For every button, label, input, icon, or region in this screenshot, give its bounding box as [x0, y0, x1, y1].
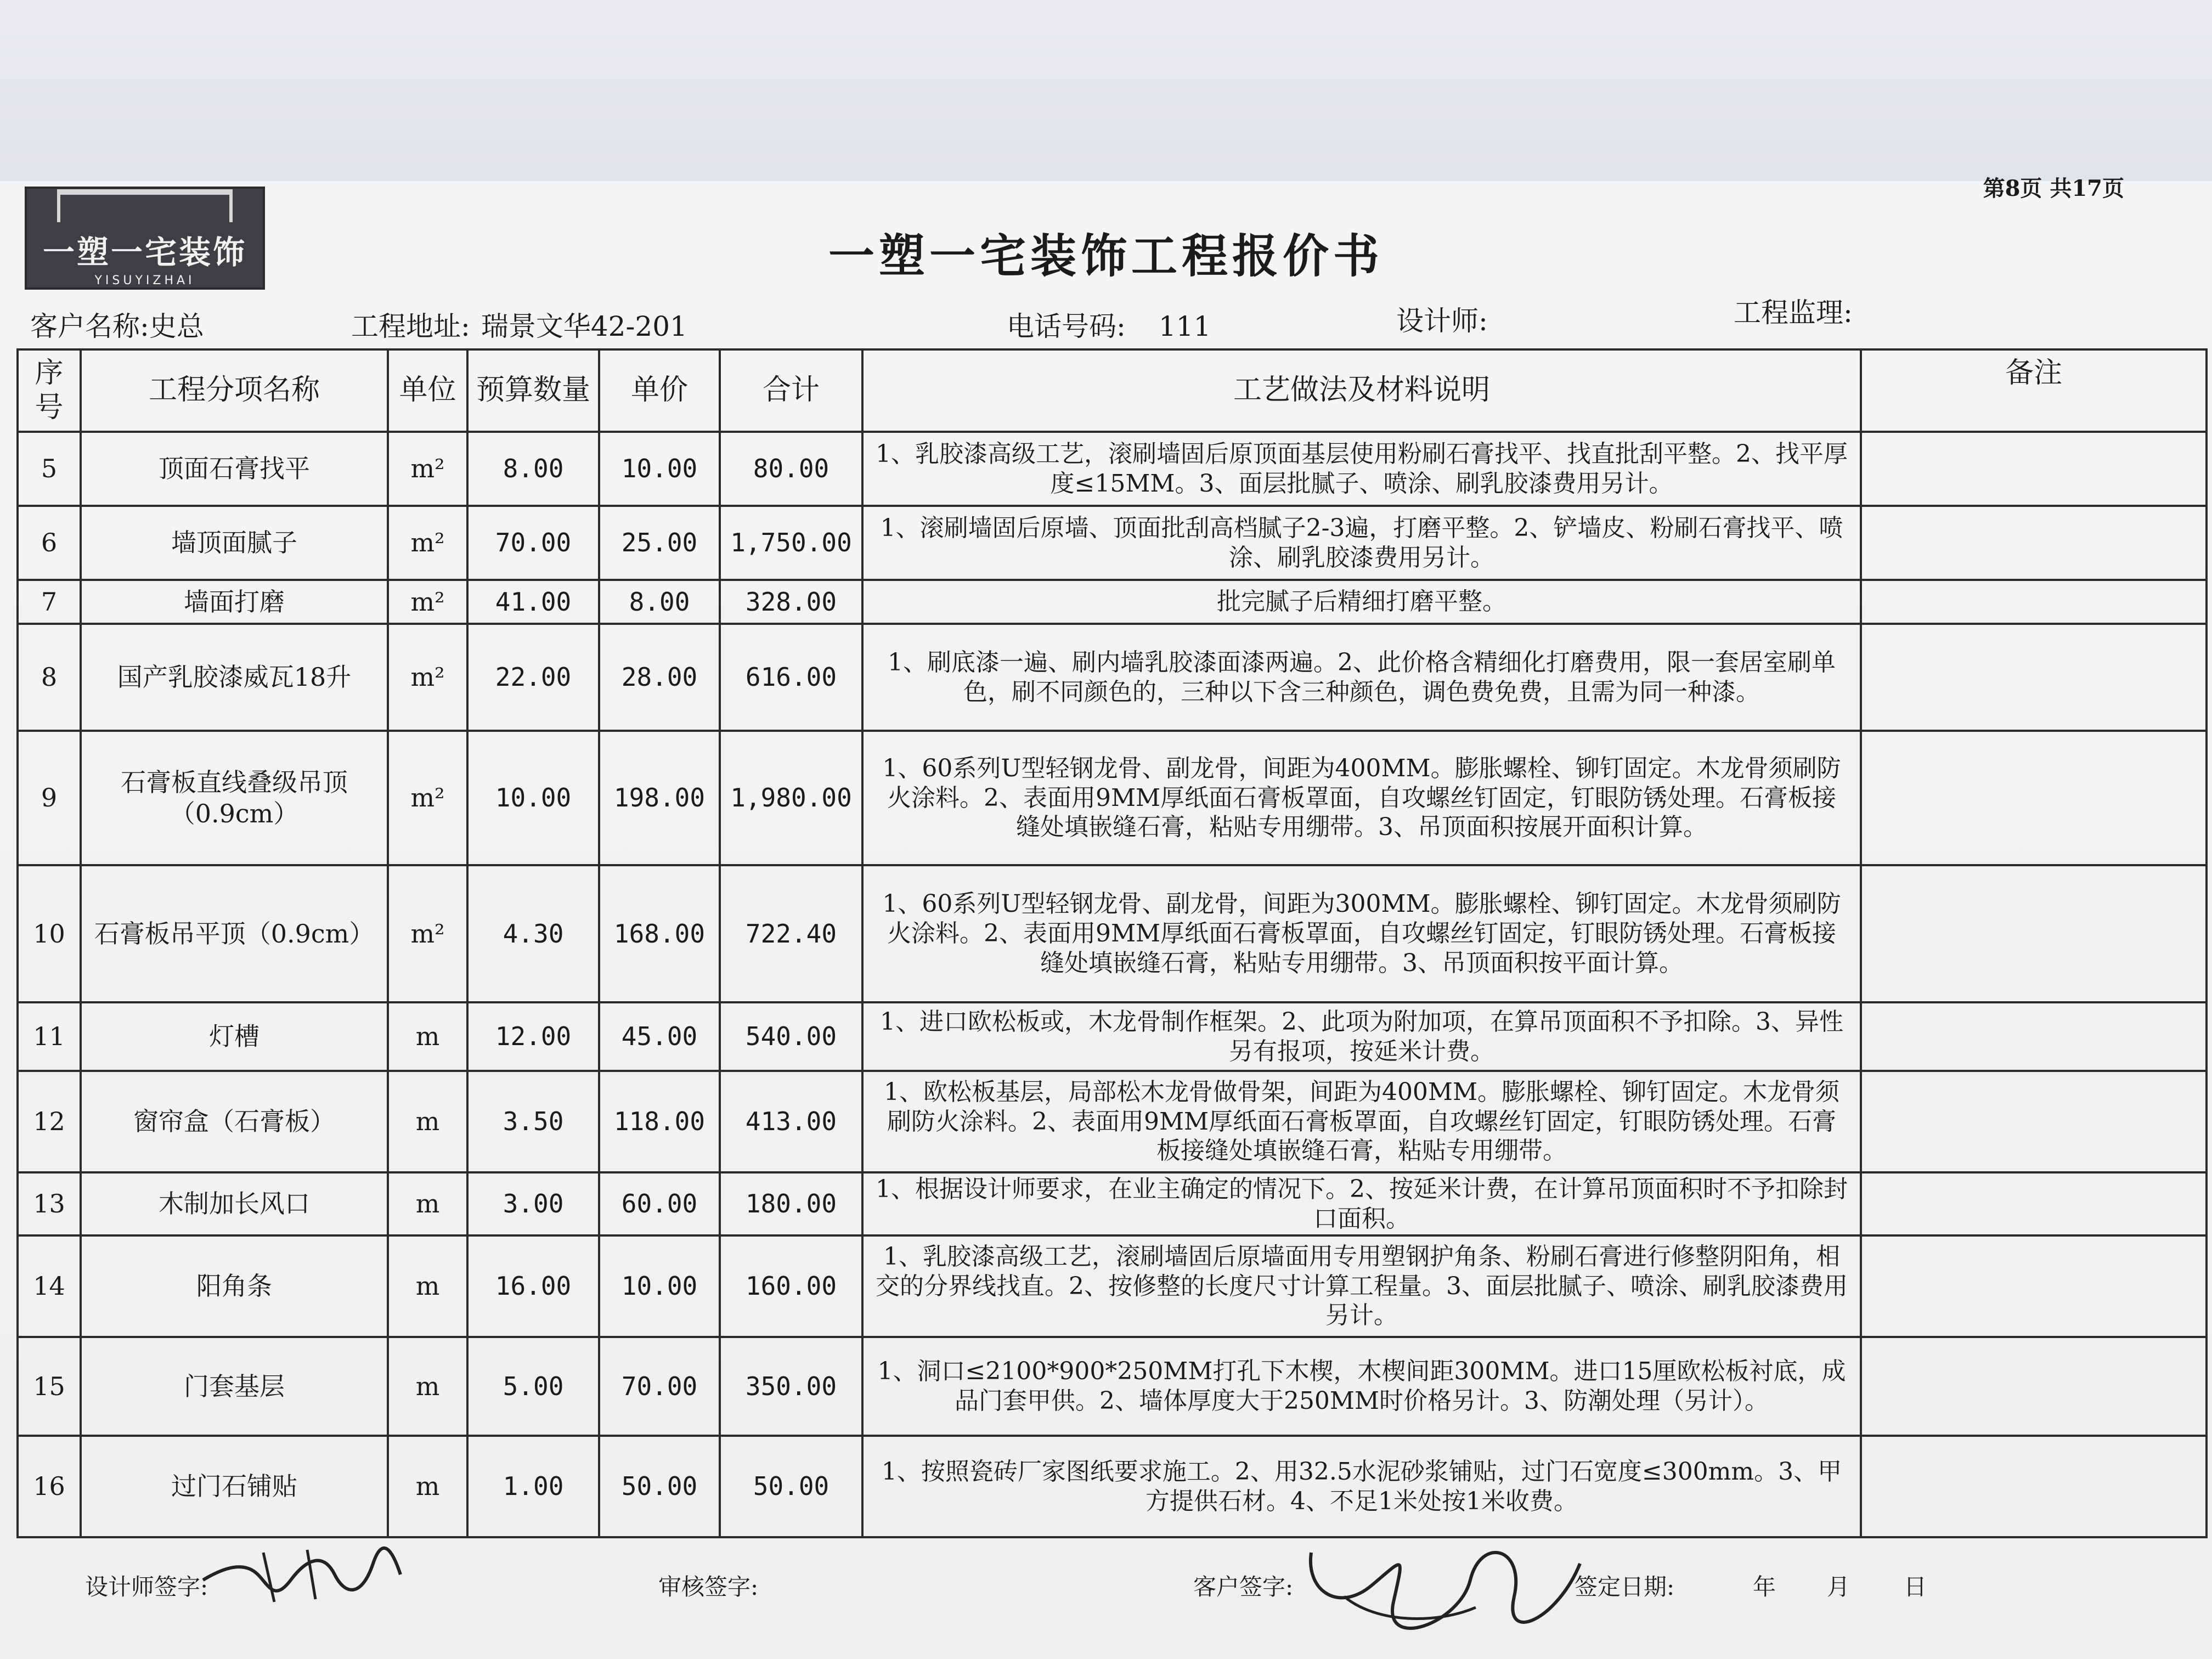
item-note: [1861, 1071, 2207, 1172]
item-unit-price: 198.00: [599, 731, 720, 865]
item-quantity: 41.00: [467, 580, 599, 624]
item-total: 413.00: [720, 1071, 862, 1172]
row-number: 10: [18, 865, 81, 1002]
item-total: 180.00: [720, 1172, 862, 1235]
month-label: 月: [1827, 1573, 1850, 1600]
designer-sign-label: 设计师签字:: [85, 1573, 208, 1600]
item-quantity: 70.00: [467, 506, 599, 580]
item-quantity: 3.50: [467, 1071, 599, 1172]
header-price: 单价: [599, 349, 720, 432]
item-total: 50.00: [720, 1436, 862, 1537]
item-description: 1、根据设计师要求，在业主确定的情况下。2、按延米计费，在计算吊顶面积时不予扣除封口面积。: [862, 1172, 1861, 1235]
item-total: 540.00: [720, 1002, 862, 1071]
table-row: [18, 1071, 2207, 1172]
item-unit-price: 45.00: [599, 1002, 720, 1071]
item-name: 门套基层: [81, 1337, 388, 1436]
item-note: [1861, 580, 2207, 624]
item-unit: m²: [388, 624, 467, 731]
item-unit-price: 60.00: [599, 1172, 720, 1235]
item-unit: m²: [388, 432, 467, 506]
item-note: [1861, 432, 2207, 506]
item-name: 阳角条: [81, 1235, 388, 1337]
header-desc: 工艺做法及材料说明: [862, 349, 1861, 432]
table-row: [18, 1235, 2207, 1337]
item-unit: m: [388, 1235, 467, 1337]
header-total: 合计: [720, 349, 862, 432]
item-note: [1861, 1436, 2207, 1537]
item-unit-price: 10.00: [599, 1235, 720, 1337]
item-name: 石膏板直线叠级吊顶（0.9cm）: [81, 731, 388, 865]
header-no: 序号: [18, 349, 81, 432]
item-note: [1861, 624, 2207, 731]
table-header-row: [18, 349, 2207, 432]
item-note: [1861, 1002, 2207, 1071]
item-unit: m²: [388, 865, 467, 1002]
item-note: [1861, 1337, 2207, 1436]
item-name: 顶面石膏找平: [81, 432, 388, 506]
document-title: 一塑一宅装饰工程报价书: [828, 229, 1384, 283]
quotation-table: [16, 348, 2208, 1538]
table-row: [18, 624, 2207, 731]
item-name: 窗帘盒（石膏板）: [81, 1071, 388, 1172]
item-note: [1861, 1172, 2207, 1235]
item-quantity: 3.00: [467, 1172, 599, 1235]
address-value: 瑞景文华42-201: [481, 311, 687, 342]
day-label: 日: [1904, 1573, 1927, 1600]
item-unit-price: 118.00: [599, 1071, 720, 1172]
table-row: [18, 432, 2207, 506]
item-unit: m²: [388, 580, 467, 624]
item-quantity: 4.30: [467, 865, 599, 1002]
address-info: [351, 304, 687, 344]
designer-info: [1396, 299, 1499, 338]
year-label: 年: [1753, 1573, 1776, 1600]
item-quantity: 5.00: [467, 1337, 599, 1436]
supervisor-info: [1734, 291, 1864, 330]
table-row: [18, 1172, 2207, 1235]
review-sign-label: 审核签字:: [658, 1573, 759, 1600]
item-description: 1、60系列U型轻钢龙骨、副龙骨，间距为400MM。膨胀螺栓、铆钉固定。木龙骨须刷防火涂料。2、表面用9MM厚纸面石膏板罩面，自攻螺丝钉固定，钉眼防锈处理。石膏板接缝处填嵌缝石膏，粘贴专用绷带。3、吊顶面积按展开面积计算。: [862, 731, 1861, 865]
item-quantity: 16.00: [467, 1235, 599, 1337]
item-total: 1,980.00: [720, 731, 862, 865]
item-note: [1861, 865, 2207, 1002]
customer-name: 史总: [149, 311, 204, 342]
item-description: 1、进口欧松板或，木龙骨制作框架。2、此项为附加项，在算吊顶面积不予扣除。3、异性另有报项，按延米计费。: [862, 1002, 1861, 1071]
date-label: 签定日期:: [1575, 1573, 1675, 1600]
item-quantity: 1.00: [467, 1436, 599, 1537]
item-unit: m²: [388, 506, 467, 580]
header-note: 备注: [1861, 349, 2207, 432]
row-number: 15: [18, 1337, 81, 1436]
item-description: 1、乳胶漆高级工艺，滚刷墙固后原顶面基层使用粉刷石膏找平、找直批刮平整。2、找平厚度≤15MM。3、面层批腻子、喷涂、刷乳胶漆费用另计。: [862, 432, 1861, 506]
header-qty: 预算数量: [467, 349, 599, 432]
phone-info: [1007, 304, 1211, 344]
page-indicator: 第8页 共17页: [1983, 176, 2124, 201]
item-unit-price: 70.00: [599, 1337, 720, 1436]
item-name: 墙面打磨: [81, 580, 388, 624]
item-unit-price: 168.00: [599, 865, 720, 1002]
item-name: 过门石铺贴: [81, 1436, 388, 1537]
row-number: 13: [18, 1172, 81, 1235]
item-unit: m: [388, 1436, 467, 1537]
row-number: 7: [18, 580, 81, 624]
table-row: [18, 1436, 2207, 1537]
item-description: 批完腻子后精细打磨平整。: [862, 580, 1861, 624]
item-quantity: 22.00: [467, 624, 599, 731]
item-total: 350.00: [720, 1337, 862, 1436]
row-number: 5: [18, 432, 81, 506]
address-label: 工程地址:: [351, 311, 470, 342]
item-unit-price: 50.00: [599, 1436, 720, 1537]
item-note: [1861, 731, 2207, 865]
logo-name: 一塑一宅装饰: [42, 233, 247, 271]
item-unit: m²: [388, 731, 467, 865]
row-number: 14: [18, 1235, 81, 1337]
header-name: 工程分项名称: [81, 349, 388, 432]
item-unit-price: 28.00: [599, 624, 720, 731]
table-row: [18, 580, 2207, 624]
item-description: 1、欧松板基层，局部松木龙骨做骨架，间距为400MM。膨胀螺栓、铆钉固定。木龙骨须刷防火涂料。2、表面用9MM厚纸面石膏板罩面，自攻螺丝钉固定，钉眼防锈处理。石膏板接缝处填嵌缝石膏，粘贴专用绷带。: [862, 1071, 1861, 1172]
item-total: 80.00: [720, 432, 862, 506]
item-description: 1、洞口≤2100*900*250MM打孔下木楔，木楔间距300MM。进口15厘欧松板衬底，成品门套甲供。2、墙体厚度大于250MM时价格另计。3、防潮处理（另计）。: [862, 1337, 1861, 1436]
item-description: 1、滚刷墙固后原墙、顶面批刮高档腻子2-3遍，打磨平整。2、铲墙皮、粉刷石膏找平、喷涂、刷乳胶漆费用另计。: [862, 506, 1861, 580]
item-name: 国产乳胶漆威瓦18升: [81, 624, 388, 731]
row-number: 6: [18, 506, 81, 580]
item-name: 墙顶面腻子: [81, 506, 388, 580]
item-description: 1、刷底漆一遍、刷内墙乳胶漆面漆两遍。2、此价格含精细化打磨费用，限一套居室刷单色，刷不同颜色的，三种以下含三种颜色，调色费免费，且需为同一种漆。: [862, 624, 1861, 731]
row-number: 8: [18, 624, 81, 731]
item-unit-price: 25.00: [599, 506, 720, 580]
table-row: [18, 1002, 2207, 1071]
item-total: 616.00: [720, 624, 862, 731]
item-note: [1861, 506, 2207, 580]
item-unit: m: [388, 1337, 467, 1436]
table-row: [18, 731, 2207, 865]
item-unit: m: [388, 1172, 467, 1235]
item-description: 1、按照瓷砖厂家图纸要求施工。2、用32.5水泥砂浆铺贴，过门石宽度≤300mm。3、甲方提供石材。4、不足1米处按1米收费。: [862, 1436, 1861, 1537]
item-unit: m: [388, 1071, 467, 1172]
item-name: 石膏板吊平顶（0.9cm）: [81, 865, 388, 1002]
row-number: 16: [18, 1436, 81, 1537]
item-total: 328.00: [720, 580, 862, 624]
customer-label: 客户名称:: [30, 311, 149, 342]
designer-signature: [198, 1542, 406, 1607]
table-row: [18, 1337, 2207, 1436]
item-name: 灯槽: [81, 1002, 388, 1071]
phone-value: 111: [1158, 311, 1211, 342]
customer-signature: [1295, 1542, 1591, 1635]
item-unit: m: [388, 1002, 467, 1071]
phone-label: 电话号码:: [1007, 311, 1126, 342]
table-row: [18, 506, 2207, 580]
row-number: 11: [18, 1002, 81, 1071]
item-description: 1、乳胶漆高级工艺，滚刷墙固后原墙面用专用塑钢护角条、粉刷石膏进行修整阴阳角，相交的分界线找直。2、按修整的长度尺寸计算工程量。3、面层批腻子、喷涂、刷乳胶漆费用另计。: [862, 1235, 1861, 1337]
item-total: 160.00: [720, 1235, 862, 1337]
item-quantity: 12.00: [467, 1002, 599, 1071]
logo-house-icon: [57, 189, 233, 222]
table-row: [18, 865, 2207, 1002]
designer-label: 设计师:: [1396, 305, 1488, 337]
item-description: 1、60系列U型轻钢龙骨、副龙骨，间距为300MM。膨胀螺栓、铆钉固定。木龙骨须刷防火涂料。2、表面用9MM厚纸面石膏板罩面，自攻螺丝钉固定，钉眼防锈处理。石膏板接缝处填嵌缝石膏，粘贴专用绷带。3、吊顶面积按平面计算。: [862, 865, 1861, 1002]
item-unit-price: 10.00: [599, 432, 720, 506]
item-quantity: 8.00: [467, 432, 599, 506]
row-number: 12: [18, 1071, 81, 1172]
header-unit: 单位: [388, 349, 467, 432]
logo-subtitle: YISUYIZHAI: [94, 273, 195, 287]
item-unit-price: 8.00: [599, 580, 720, 624]
customer-sign-label: 客户签字:: [1193, 1573, 1294, 1600]
item-note: [1861, 1235, 2207, 1337]
supervisor-label: 工程监理:: [1734, 297, 1853, 329]
item-total: 722.40: [720, 865, 862, 1002]
item-quantity: 10.00: [467, 731, 599, 865]
item-total: 1,750.00: [720, 506, 862, 580]
customer-info: [30, 304, 204, 344]
row-number: 9: [18, 731, 81, 865]
item-name: 木制加长风口: [81, 1172, 388, 1235]
